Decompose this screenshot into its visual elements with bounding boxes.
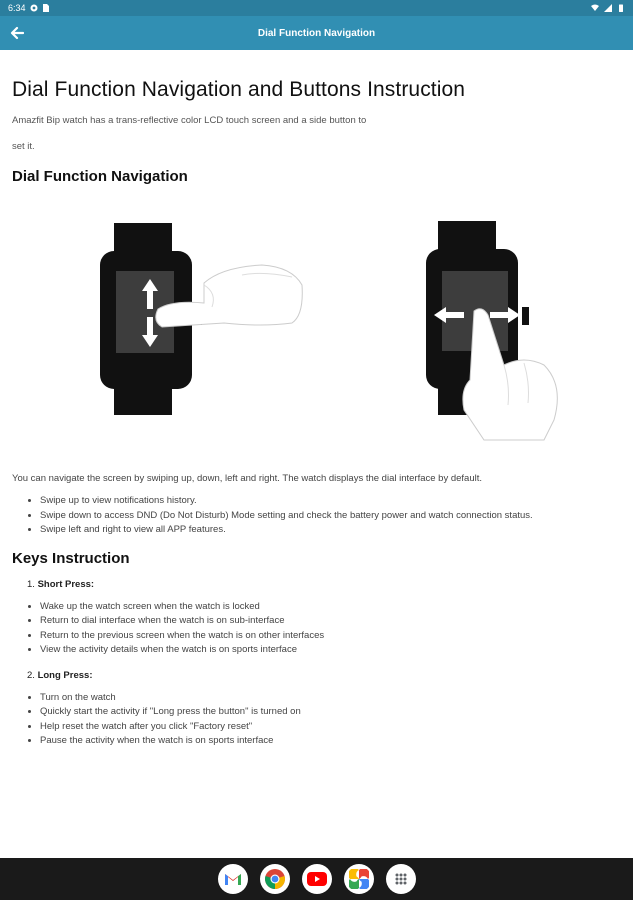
settings-status-icon <box>30 4 38 12</box>
status-time: 6:34 <box>8 3 26 13</box>
short-press-label: Short Press: <box>37 578 95 590</box>
article-content <box>0 50 633 858</box>
taskbar-dock <box>0 858 633 900</box>
list-item: • Turn on the watch <box>40 691 621 706</box>
list-item: • Swipe down to access DND (Do Not Disturb) Mode setting and check the battery power and watch connection status. <box>40 509 621 524</box>
list-number: 1. <box>27 578 35 590</box>
navigation-paragraph: You can navigate the screen by swiping up, down, left and right. The watch displays the dial interface by default. <box>12 473 483 484</box>
photos-app-button[interactable] <box>344 864 374 894</box>
signal-icon <box>604 4 612 12</box>
status-bar <box>0 0 633 16</box>
watch-swipe-vertical-image <box>92 215 322 425</box>
battery-icon <box>617 4 625 12</box>
list-item: • View the activity details when the watch is on sports interface <box>40 643 621 658</box>
list-number: 2. <box>27 669 35 681</box>
list-item: • Return to the previous screen when the watch is on other interfaces <box>40 629 621 644</box>
short-press-heading <box>12 579 621 590</box>
section-title-keys: Keys Instruction <box>12 549 130 567</box>
app-bar-title: Dial Function Navigation <box>257 27 376 39</box>
list-item: • Swipe left and right to view all APP features. <box>40 523 621 538</box>
gmail-app-button[interactable] <box>218 864 248 894</box>
section-title-dial: Dial Function Navigation <box>12 168 188 185</box>
list-item: • Pause the activity when the watch is on sports interface <box>40 734 621 749</box>
long-press-label: Long Press: <box>37 669 93 681</box>
navigation-illustration <box>12 193 621 463</box>
navigation-list <box>12 494 621 538</box>
back-button[interactable] <box>8 24 26 42</box>
long-press-heading <box>12 670 621 681</box>
sim-status-icon <box>42 4 50 12</box>
page-title: Dial Function Navigation and Buttons Instruction <box>12 78 466 101</box>
wifi-icon <box>591 4 599 12</box>
youtube-icon <box>307 872 327 886</box>
app-bar <box>0 16 633 50</box>
chrome-app-button[interactable] <box>260 864 290 894</box>
long-press-list <box>12 691 621 749</box>
list-item: • Swipe up to view notifications history. <box>40 494 621 509</box>
list-item: • Return to dial interface when the watch is on sub-interface <box>40 614 621 629</box>
gmail-icon <box>224 872 242 886</box>
youtube-app-button[interactable] <box>302 864 332 894</box>
list-item: • Help reset the watch after you click "Factory reset" <box>40 720 621 735</box>
chrome-icon <box>264 868 286 890</box>
apps-grid-icon <box>394 872 408 886</box>
intro-paragraph: Amazfit Bip watch has a trans-reflective color LCD touch screen and a side button to set it. <box>12 115 367 152</box>
app-drawer-button[interactable] <box>386 864 416 894</box>
list-item: • Wake up the watch screen when the watch is locked <box>40 600 621 615</box>
arrow-back-icon <box>10 26 24 40</box>
photos-icon <box>349 869 369 889</box>
short-press-list <box>12 600 621 658</box>
watch-swipe-horizontal-image <box>404 215 574 445</box>
list-item: • Quickly start the activity if "Long press the button" is turned on <box>40 705 621 720</box>
